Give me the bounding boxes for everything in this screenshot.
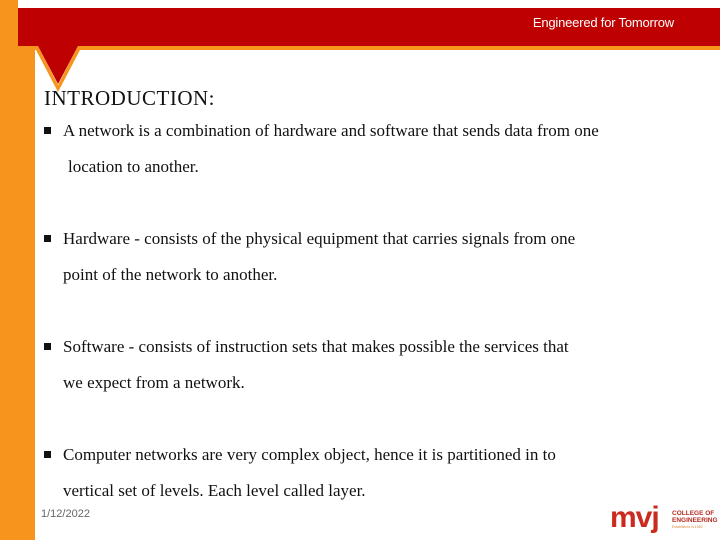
bullet-text: vertical set of levels. Each level called layer. — [63, 481, 366, 500]
orange-side-bar — [0, 0, 35, 540]
slide-title: INTRODUCTION: — [44, 86, 215, 110]
logo-line-1: COLLEGE OF — [672, 510, 715, 517]
bullet-text: point of the network to another. — [63, 265, 278, 284]
brand-tagline: Engineered for Tomorrow — [532, 15, 674, 30]
logo-subtext: Established in 1982 — [672, 525, 703, 529]
bullet-text: location to another. — [68, 157, 199, 176]
logo-line-2: ENGINEERING — [672, 517, 718, 524]
bullet-text: Software - consists of instruction sets that makes possible the services that — [63, 337, 569, 356]
logo-text — [672, 510, 718, 524]
bullet-text: we expect from a network. — [63, 373, 245, 392]
bullet-text: Computer networks are very complex object, hence it is partitioned in to — [63, 445, 556, 464]
slide-date: 1/12/2022 — [41, 508, 90, 520]
logo-mark: mvj — [610, 501, 659, 534]
bullet-text: Hardware - consists of the physical equipment that carries signals from one — [63, 229, 576, 248]
bullet-text: A network is a combination of hardware and software that sends data from one — [63, 121, 599, 140]
college-logo — [610, 503, 720, 540]
